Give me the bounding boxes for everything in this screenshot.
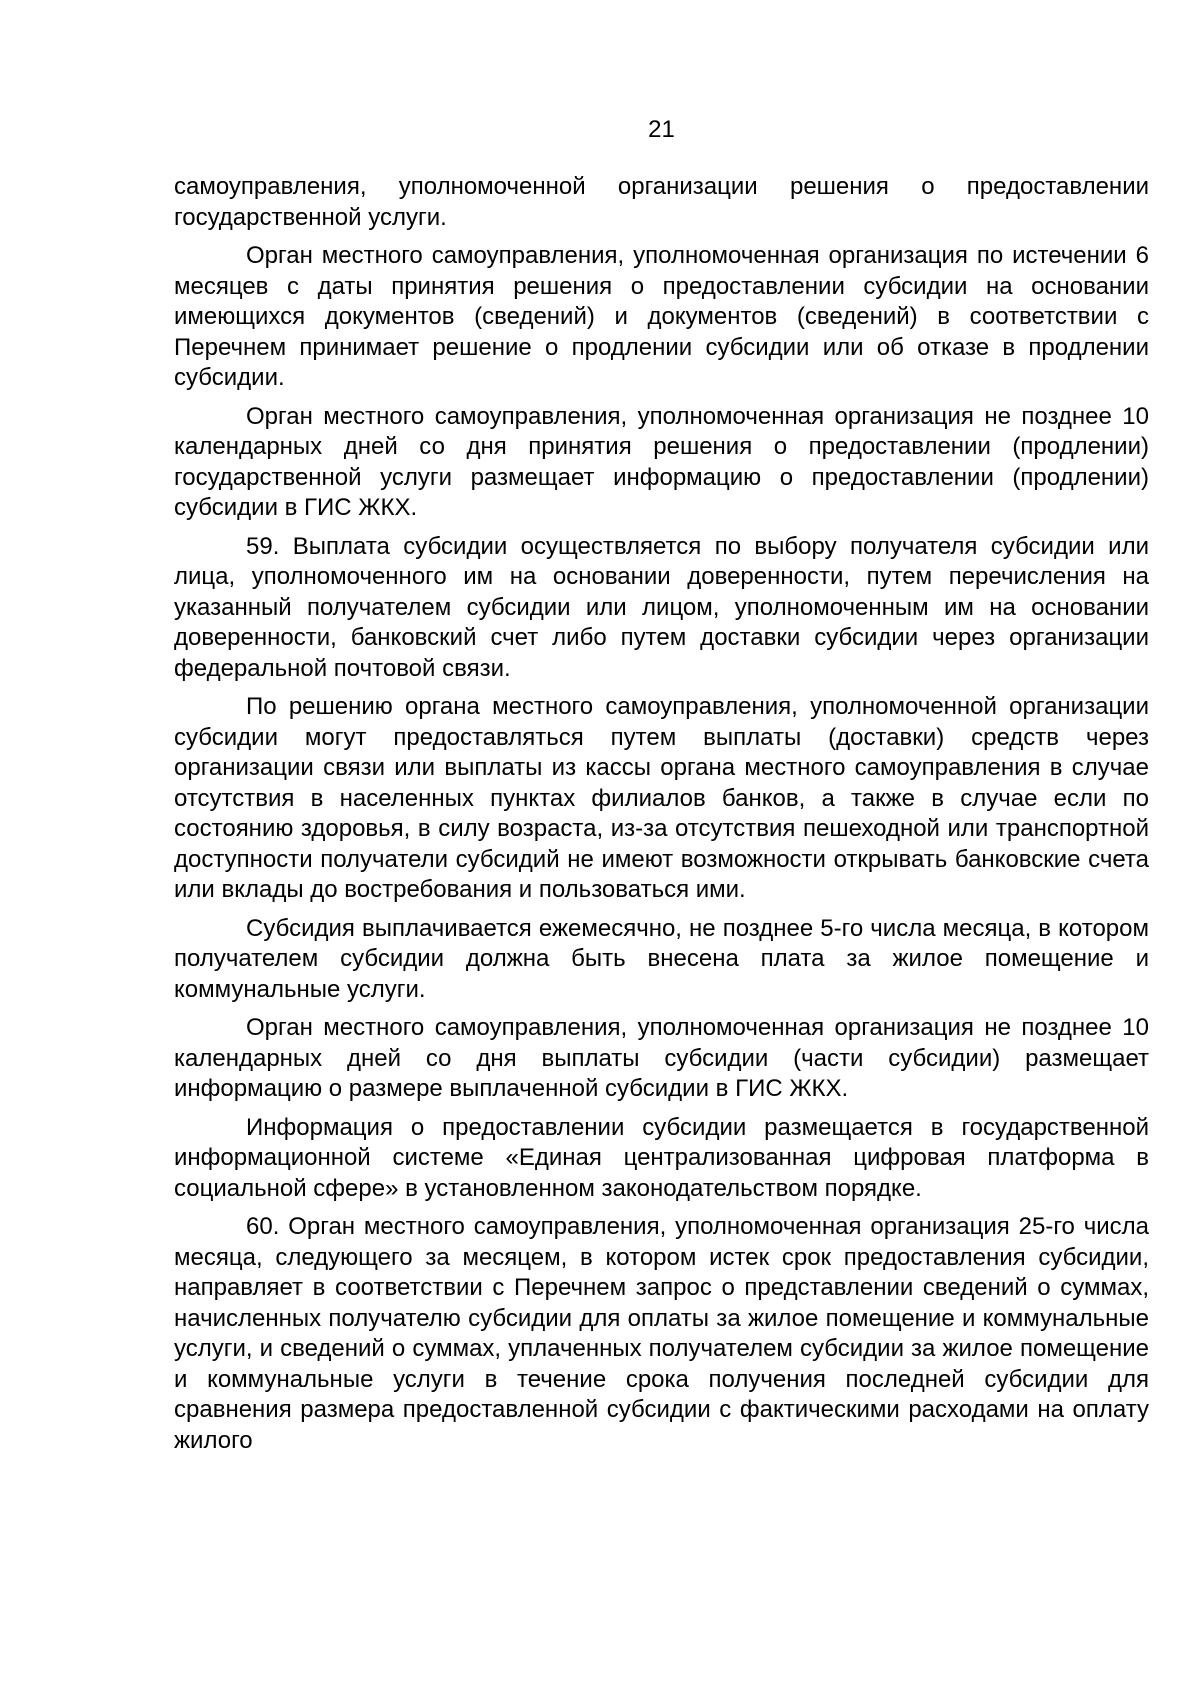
paragraph: 60. Орган местного самоуправления, уполномоченная организация 25-го числа месяца, следующего за месяцем, в котором истек срок предоставления субсидии, направляет в соответствии с Перечнем запрос о представлении сведений о суммах, начисленных получателю субсидии для оплаты за жилое помещение и коммунальные услуги, и сведений о суммах, уплаченных получателем субсидии за жилое помещение и коммунальные услуги в течение срока получения последней субсидии для сравнения размера предоставленной субсидии с фактическими расходами на оплату жилого <box>174 1213 1149 1454</box>
paragraph: Субсидия выплачивается ежемесячно, не позднее 5-го числа месяца, в котором получателем субсидии должна быть внесена плата за жилое помещение и коммунальные услуги. <box>174 914 1149 1003</box>
page-number: 21 <box>648 116 675 143</box>
paragraph: Орган местного самоуправления, уполномоченная организация по истечении 6 месяцев с даты принятия решения о предоставлении субсидии на основании имеющихся документов (сведений) и документов (сведений) в соответствии с Перечнем принимает решение о продлении субсидии или об отказе в продлении субсидии. <box>174 242 1149 391</box>
paragraph: Орган местного самоуправления, уполномоченная организация не позднее 10 календарных дней со дня принятия решения о предоставлении (продлении) государственной услуги размещает информацию о предоставлении (продлении) субсидии в ГИС ЖКХ. <box>174 402 1149 521</box>
paragraph: По решению органа местного самоуправления, уполномоченной организации субсидии могут предоставляться путем выплаты (доставки) средств через организации связи или выплаты из кассы органа местного самоуправления в случае отсутствия в населенных пунктах филиалов банков, а также в случае если по состоянию здоровья, в силу возраста, из-за отсутствия пешеходной или транспортной доступности получатели субсидий не имеют возможности открывать банковские счета или вклады до востребования и пользоваться ими. <box>174 693 1149 903</box>
paragraph: Орган местного самоуправления, уполномоченная организация не позднее 10 календарных дней со дня выплаты субсидии (части субсидии) размещает информацию о размере выплаченной субсидии в ГИС ЖКХ. <box>174 1014 1149 1102</box>
paragraph: Информация о предоставлении субсидии размещается в государственной информационной системе «Единая централизованная цифровая платформа в социальной сфере» в установленном законодательством порядке. <box>174 1113 1149 1202</box>
paragraph: самоуправления, уполномоченной организации решения о предоставлении государственной услуги. <box>174 173 1149 231</box>
document-body <box>174 172 1149 1464</box>
paragraph: 59. Выплата субсидии осуществляется по выбору получателя субсидии или лица, уполномоченного им на основании доверенности, путем перечисления на указанный получателем субсидии или лицом, уполномоченным им на основании доверенности, банковский счет либо путем доставки субсидии через организации федеральной почтовой связи. <box>174 532 1149 682</box>
